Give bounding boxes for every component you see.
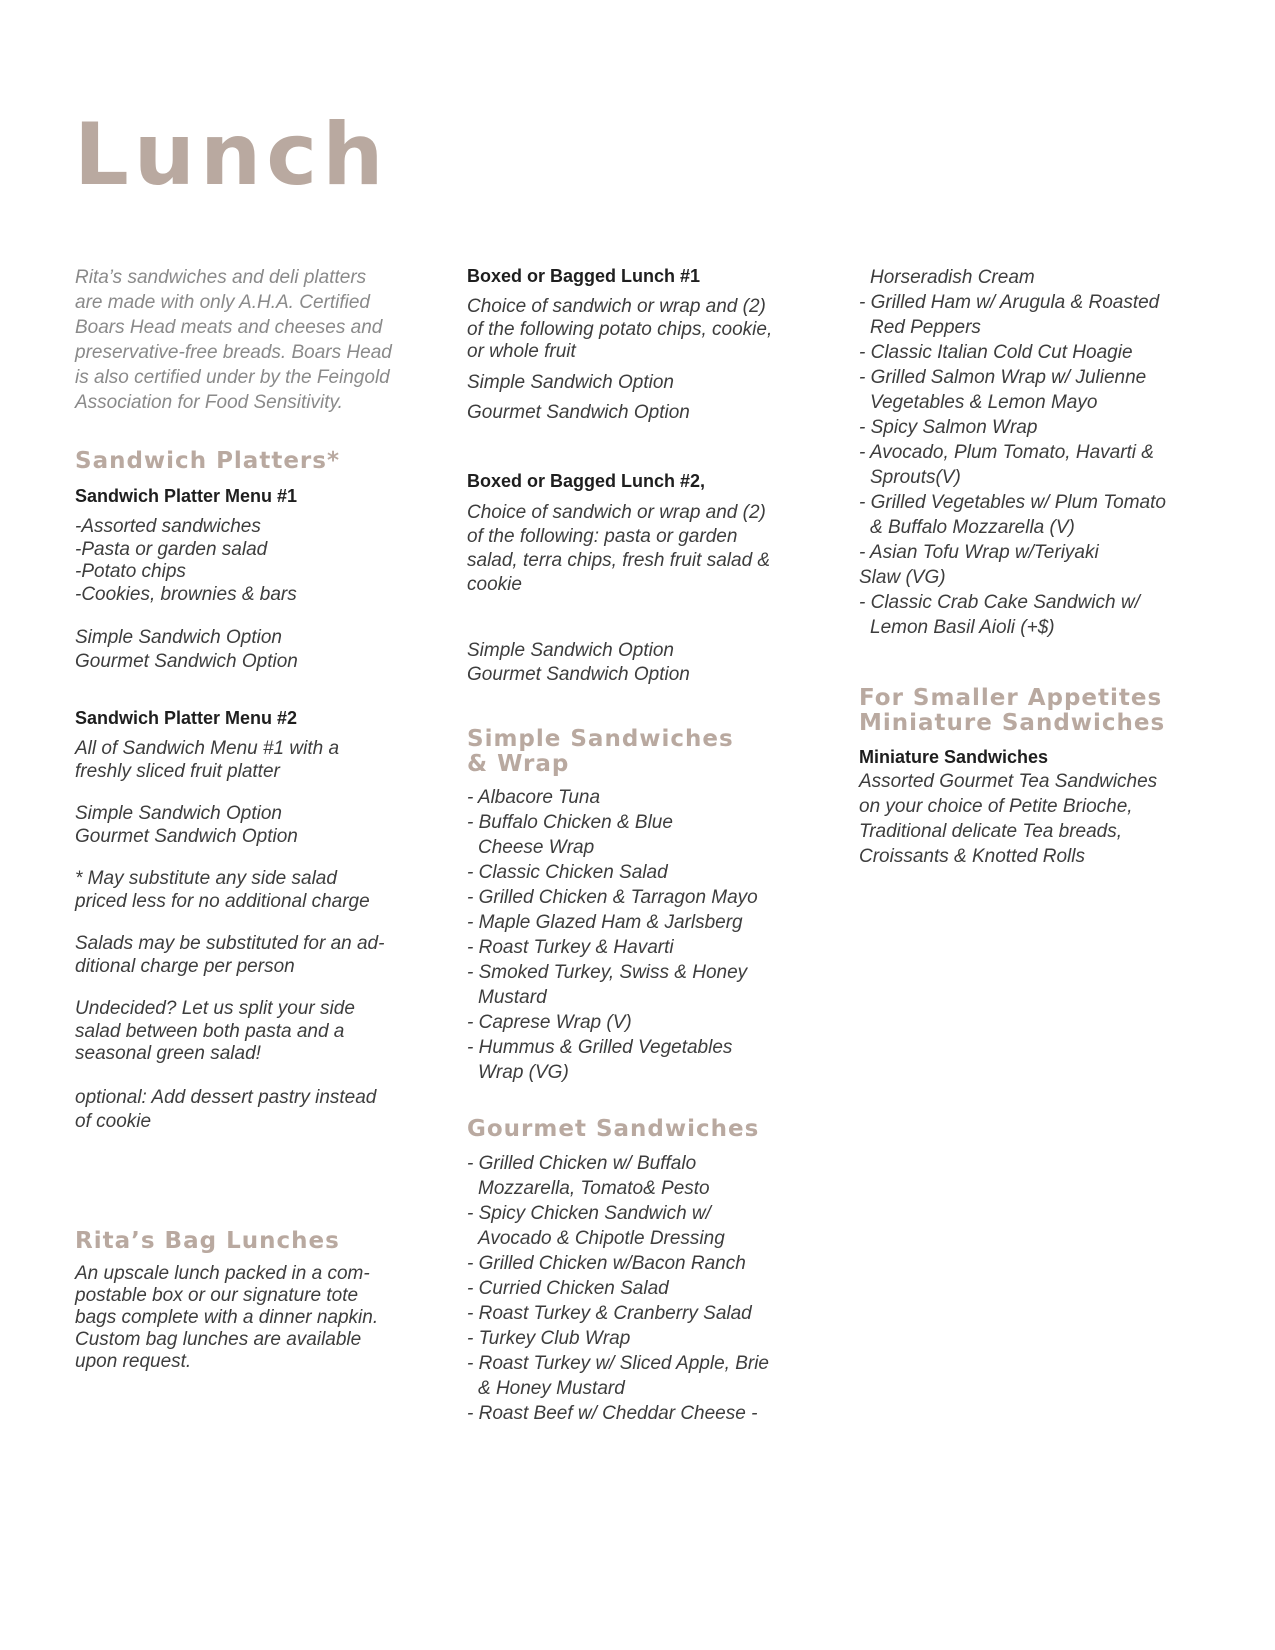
- list-item: - Classic Chicken Salad: [467, 861, 668, 883]
- note-line: * May substitute any side salad: [75, 868, 337, 889]
- list-item: - Smoked Turkey, Swiss & Honey: [467, 961, 748, 983]
- list-item: - Spicy Chicken Sandwich w/: [467, 1202, 711, 1224]
- column-2: [467, 265, 827, 1426]
- platter-menu-2-options: [75, 803, 430, 848]
- desc-line: upon request.: [75, 1350, 192, 1372]
- heading-line: Miniature Sandwiches: [859, 710, 1166, 736]
- list-item-continued: Red Peppers: [870, 317, 981, 338]
- option-gourmet: Gourmet Sandwich Option: [467, 663, 690, 685]
- desc-line: cookie: [467, 573, 522, 595]
- list-item: - Grilled Salmon Wrap w/ Julienne: [859, 367, 1147, 388]
- desc-line: or whole fruit: [467, 341, 576, 362]
- desc-line: salad, terra chips, fresh fruit salad &: [467, 549, 771, 571]
- intro-line: Rita’s sandwiches and deli platters: [75, 267, 367, 288]
- section-heading-simple-sandwiches: [467, 727, 827, 777]
- intro-line: are made with only A.H.A. Certified: [75, 292, 370, 313]
- note-undecided: [75, 998, 430, 1066]
- list-item: - Hummus & Grilled Vegetables: [467, 1036, 733, 1058]
- list-item: - Roast Turkey & Havarti: [467, 936, 674, 958]
- list-item: -Assorted sandwiches: [75, 516, 261, 537]
- boxed-lunch-1-desc: [467, 296, 827, 364]
- note-line: Undecided? Let us split your side: [75, 998, 355, 1019]
- boxed-lunch-2-desc: [467, 501, 827, 597]
- list-item-continued: Horseradish Cream: [870, 267, 1035, 288]
- desc-line: of the following: pasta or garden: [467, 525, 738, 547]
- intro-paragraph: [75, 265, 430, 415]
- simple-sandwiches-list: [467, 785, 827, 1085]
- list-item: -Cookies, brownies & bars: [75, 583, 297, 605]
- option-gourmet: Gourmet Sandwich Option: [75, 825, 298, 847]
- desc-line: on your choice of Petite Brioche,: [859, 796, 1133, 817]
- section-heading-bag-lunches: Rita’s Bag Lunches: [75, 1227, 340, 1254]
- list-item: - Roast Turkey w/ Sliced Apple, Brie: [467, 1352, 769, 1374]
- heading-line: For Smaller Appetites: [859, 685, 1163, 711]
- desc-line: An upscale lunch packed in a com-: [75, 1262, 370, 1284]
- option-simple: Simple Sandwich Option: [467, 639, 674, 661]
- platter-menu-2-title: Sandwich Platter Menu #2: [75, 708, 298, 728]
- desc-line: freshly sliced fruit platter: [75, 760, 280, 782]
- note-substitute-salad: [75, 868, 430, 913]
- option-gourmet: Gourmet Sandwich Option: [75, 651, 298, 672]
- platter-menu-2-desc: [75, 738, 430, 783]
- boxed-lunch-1-title: Boxed or Bagged Lunch #1: [467, 266, 701, 286]
- desc-line: Traditional delicate Tea breads,: [859, 821, 1122, 842]
- note-dessert: [75, 1086, 430, 1134]
- note-line: seasonal green salad!: [75, 1043, 261, 1064]
- note-line: of cookie: [75, 1110, 152, 1132]
- desc-line: bags complete with a dinner napkin.: [75, 1306, 379, 1328]
- list-item: - Turkey Club Wrap: [467, 1327, 631, 1349]
- list-item-continued: Avocado & Chipotle Dressing: [478, 1227, 725, 1249]
- intro-line: is also certified under by the Feingold: [75, 367, 390, 388]
- section-heading-sandwich-platters: Sandwich Platters*: [75, 448, 340, 474]
- list-item-continued: & Buffalo Mozzarella (V): [870, 517, 1075, 538]
- list-item-continued: Cheese Wrap: [478, 836, 595, 858]
- note-line: priced less for no additional charge: [75, 890, 370, 912]
- desc-line: All of Sandwich Menu #1 with a: [75, 738, 340, 759]
- note-line: ditional charge per person: [75, 955, 295, 977]
- list-item: - Avocado, Plum Tomato, Havarti &: [859, 442, 1154, 463]
- list-item-continued: Lemon Basil Aioli (+$): [870, 617, 1055, 638]
- list-item: - Buffalo Chicken & Blue: [467, 811, 673, 833]
- desc-line: Custom bag lunches are available: [75, 1328, 362, 1350]
- list-item-continued: Vegetables & Lemon Mayo: [870, 392, 1098, 413]
- list-item: - Grilled Chicken w/Bacon Ranch: [467, 1252, 746, 1274]
- list-item: - Maple Glazed Ham & Jarlsberg: [467, 911, 743, 933]
- section-heading-smaller-appetites: [859, 686, 1219, 736]
- list-item: - Grilled Ham w/ Arugula & Roasted: [859, 292, 1160, 313]
- platter-menu-1-items: [75, 516, 430, 606]
- list-item-continued: Slaw (VG): [859, 567, 946, 588]
- list-item: - Roast Turkey & Cranberry Salad: [467, 1302, 752, 1324]
- heading-line: Simple Sandwiches: [467, 725, 734, 752]
- desc-line: Croissants & Knotted Rolls: [859, 846, 1085, 867]
- option-gourmet: Gourmet Sandwich Option: [467, 402, 690, 423]
- bag-lunches-desc: [75, 1263, 430, 1373]
- heading-line: & Wrap: [467, 750, 570, 777]
- list-item: - Curried Chicken Salad: [467, 1277, 669, 1299]
- list-item: -Potato chips: [75, 561, 186, 582]
- list-item: - Asian Tofu Wrap w/Teriyaki: [859, 542, 1099, 563]
- intro-line: preservative-free breads. Boars Head: [75, 342, 392, 363]
- intro-line: Association for Food Sensitivity.: [75, 392, 343, 413]
- list-item: - Classic Italian Cold Cut Hoagie: [859, 342, 1133, 363]
- list-item: - Grilled Vegetables w/ Plum Tomato: [859, 492, 1166, 513]
- note-salad-charge: [75, 933, 430, 978]
- note-line: salad between both pasta and a: [75, 1020, 345, 1042]
- platter-menu-1-options: [75, 626, 430, 674]
- gourmet-sandwiches-list-continued: [859, 265, 1219, 640]
- list-item-continued: Mustard: [478, 986, 547, 1008]
- miniature-sandwiches-title: Miniature Sandwiches: [859, 747, 1049, 767]
- desc-line: Assorted Gourmet Tea Sandwiches: [859, 771, 1158, 792]
- note-line: optional: Add dessert pastry instead: [75, 1086, 377, 1108]
- list-item-continued: Mozzarella, Tomato& Pesto: [478, 1177, 710, 1199]
- desc-line: of the following potato chips, cookie,: [467, 318, 773, 340]
- list-item: - Spicy Salmon Wrap: [859, 417, 1038, 438]
- boxed-lunch-2-title: Boxed or Bagged Lunch #2,: [467, 470, 706, 491]
- desc-line: postable box or our signature tote: [75, 1284, 359, 1306]
- list-item: - Roast Beef w/ Cheddar Cheese -: [467, 1402, 758, 1424]
- section-heading-gourmet-sandwiches: Gourmet Sandwiches: [467, 1115, 760, 1142]
- miniature-sandwiches-desc: [859, 769, 1219, 869]
- column-1: [75, 265, 430, 1373]
- option-simple: Simple Sandwich Option: [75, 803, 282, 824]
- list-item: - Grilled Chicken & Tarragon Mayo: [467, 886, 758, 908]
- gourmet-sandwiches-list: [467, 1151, 827, 1426]
- list-item: - Grilled Chicken w/ Buffalo: [467, 1152, 697, 1174]
- list-item-continued: & Honey Mustard: [478, 1377, 625, 1399]
- desc-line: Choice of sandwich or wrap and (2): [467, 296, 766, 317]
- list-item-continued: Sprouts(V): [870, 467, 961, 488]
- option-simple: Simple Sandwich Option: [467, 371, 674, 393]
- desc-line: Choice of sandwich or wrap and (2): [467, 501, 766, 523]
- column-3: [859, 265, 1219, 869]
- list-item-continued: Wrap (VG): [478, 1061, 569, 1083]
- list-item: -Pasta or garden salad: [75, 538, 268, 560]
- list-item: - Classic Crab Cake Sandwich w/: [859, 592, 1140, 613]
- note-line: Salads may be substituted for an ad-: [75, 933, 385, 954]
- intro-line: Boars Head meats and cheeses and: [75, 317, 383, 338]
- boxed-lunch-2-options: [467, 639, 827, 687]
- page-title: Lunch: [74, 105, 389, 205]
- platter-menu-1-title: Sandwich Platter Menu #1: [75, 486, 298, 506]
- option-simple: Simple Sandwich Option: [75, 627, 282, 648]
- list-item: - Albacore Tuna: [467, 786, 601, 808]
- list-item: - Caprese Wrap (V): [467, 1011, 632, 1033]
